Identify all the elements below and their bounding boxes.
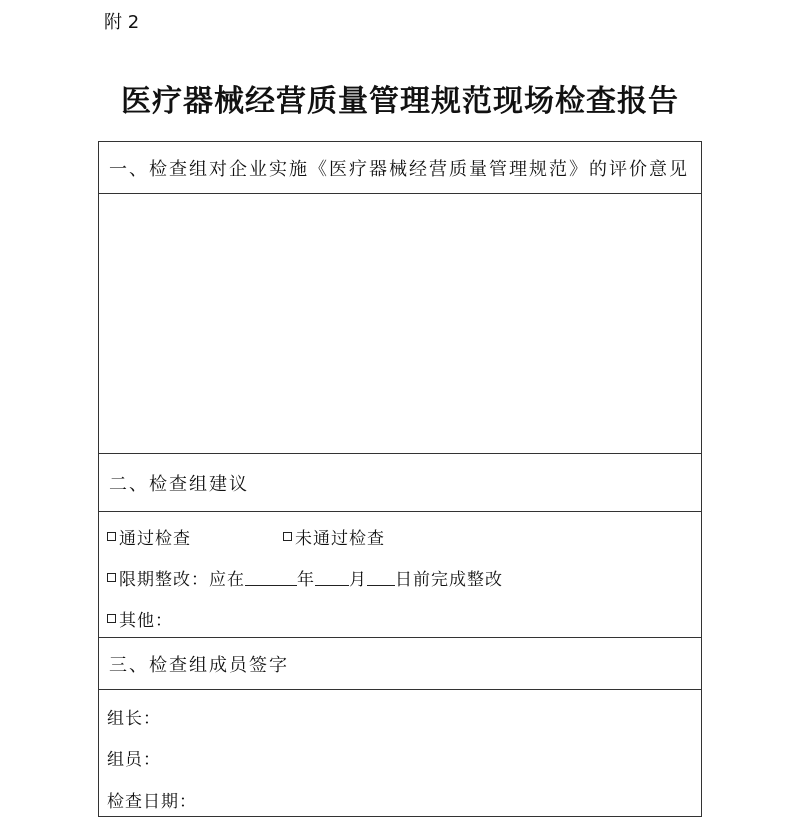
inspection-form [98, 141, 702, 817]
leader-label: 组长： [107, 709, 161, 729]
annex-label: 附 2 [104, 12, 140, 33]
rectify-suffix: 日前完成整改 [395, 570, 503, 590]
pass-label: 通过检查 [119, 529, 191, 549]
evaluation-area[interactable] [99, 194, 701, 454]
option-row-rectify [107, 565, 503, 590]
date-label: 检查日期： [107, 792, 197, 812]
year-blank[interactable] [245, 569, 297, 586]
section3-heading: 三、检查组成员签字 [99, 638, 701, 690]
suggestion-area [99, 512, 701, 638]
option-row-other [107, 606, 173, 631]
fail-checkbox[interactable] [283, 532, 292, 541]
month-blank[interactable] [315, 569, 349, 586]
fail-label: 未通过检查 [295, 529, 385, 549]
year-label: 年 [297, 570, 315, 590]
section1-heading: 一、检查组对企业实施《医疗器械经营质量管理规范》的评价意见 [99, 142, 701, 194]
other-checkbox[interactable] [107, 614, 116, 623]
section2-heading: 二、检查组建议 [99, 454, 701, 512]
day-blank[interactable] [367, 569, 395, 586]
pass-checkbox[interactable] [107, 532, 116, 541]
month-label: 月 [349, 570, 367, 590]
rectify-prefix: 限期整改：应在 [119, 570, 245, 590]
report-title: 医疗器械经营质量管理规范现场检查报告 [121, 84, 679, 119]
member-label: 组员： [107, 750, 161, 770]
other-label: 其他： [119, 611, 173, 631]
signature-area [99, 690, 701, 818]
rectify-checkbox[interactable] [107, 573, 116, 582]
option-row-pass-fail [107, 524, 385, 549]
